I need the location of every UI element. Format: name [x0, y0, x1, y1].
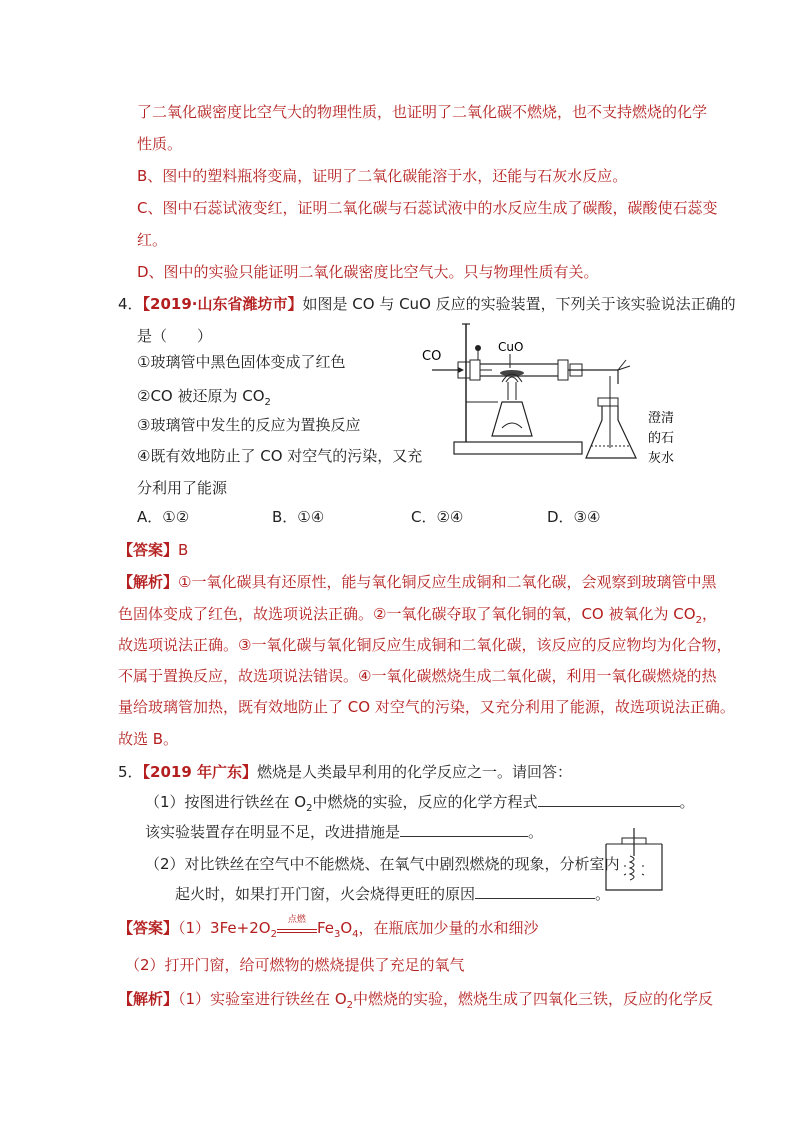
q4-stem-1: 如图是 CO 与 CuO 反应的实验装置，下列关于该实验说法正确的 — [302, 295, 736, 313]
q5-part-1-sub: 2 — [306, 803, 313, 814]
q5-answer-o: O — [340, 919, 353, 937]
q5-part-1b-text: 该实验装置存在明显不足，改进措施是 — [145, 823, 401, 841]
figure-cuo-label: CuO — [498, 340, 524, 354]
q4-analysis-1a: ①一氧化碳具有还原性， — [178, 573, 342, 591]
q5-number: 5． — [118, 763, 143, 781]
q4-statement-2 — [137, 386, 271, 406]
q5-reaction-condition — [277, 915, 317, 933]
prev-option-c-2: 红。 — [137, 231, 168, 249]
q4-analysis-2-end: ， — [701, 605, 717, 623]
q4-analysis-2: 色固体变成了红色，故选项说法正确。②一氧化碳夺取了氧化铜的氧，CO 被氧化为 CO — [118, 605, 696, 623]
q5-analysis-tag: 【解析】 — [118, 990, 179, 1008]
q5-reason-blank[interactable] — [475, 884, 595, 899]
q5-answer-tag: 【答案】 — [118, 919, 179, 937]
iron-wire-bottle-figure — [604, 826, 664, 892]
q4-answer — [118, 540, 188, 560]
q5-equation-blank[interactable] — [538, 792, 680, 807]
q5-stem-text: 燃烧是人类最早利用的化学反应之一。请回答： — [257, 763, 573, 781]
q5-part-2b-end: 。 — [595, 885, 611, 903]
q4-statement-3: ③玻璃管中发生的反应为置换反应 — [137, 416, 361, 434]
q5-answer-sub-3: 4 — [352, 929, 359, 940]
prev-line-1: 了二氧化碳密度比空气大的物理性质，也证明了二氧化碳不燃烧，也不支持燃烧的化学 — [137, 103, 708, 121]
q5-analysis-post: 中燃烧的实验，燃烧生成了四氧化三铁，反应的化学反 — [353, 990, 714, 1008]
figure-co-label: CO — [422, 349, 442, 364]
q4-analysis-line-1 — [118, 572, 716, 592]
figure-lime-label-2: 的石 — [648, 431, 675, 446]
q5-part-2b-text: 起火时，如果打开门窗，火会烧得更旺的原因 — [175, 885, 476, 903]
q4-analysis-2-sub: 2 — [695, 615, 702, 626]
q5-part-1-post: 中燃烧的实验，反应的化学方程式 — [312, 793, 538, 811]
q4-analysis-line-6: 故选 B。 — [118, 730, 179, 748]
q5-answer-1-post: ，在瓶底加少量的水和细沙 — [358, 919, 539, 937]
prev-line-2: 性质。 — [137, 135, 183, 153]
q5-analysis-sub: 2 — [346, 1000, 354, 1011]
q5-source: 【2019 年广东】 — [142, 763, 258, 781]
q4-option-a: A．①② — [137, 508, 190, 526]
q4-statement-4b: 分利用了能源 — [137, 479, 228, 497]
q5-part-2a: （2）对比铁丝在空气中不能燃烧、在氧气中剧烈燃烧的现象，分析室内 — [145, 855, 620, 873]
q4-statement-2-text: ②CO 被还原为 CO — [137, 387, 265, 405]
q4-statement-4a: ④既有效地防止了 CO 对空气的污染，又充 — [137, 447, 423, 465]
q5-stem — [118, 762, 572, 782]
q4-option-d: D．③④ — [547, 508, 601, 526]
q5-part-2b — [175, 884, 610, 904]
q4-analysis-line-2 — [118, 604, 717, 624]
q4-statement-2-sub: 2 — [264, 397, 271, 408]
q5-part-1-pre: （1）按图进行铁丝在 O — [145, 793, 307, 811]
q4-statement-1: ①玻璃管中黑色固体变成了红色 — [137, 353, 346, 371]
q4-answer-value: B — [178, 541, 189, 559]
q4-answer-tag: 【答案】 — [118, 541, 179, 559]
q5-condition-text: 点燃 — [287, 915, 306, 925]
q5-answer-sub-1: 2 — [270, 929, 277, 940]
q5-answer-1-pre: （1）3Fe+2O — [178, 919, 271, 937]
q4-analysis-1b: 能与氧化铜反应生成铜和二氧化碳，会观察到玻璃管中黑 — [341, 573, 717, 591]
q4-analysis-line-5: 量给玻璃管加热，既有效地防止了 CO 对空气的污染，又充分利用了能源，故选项说法正确。 — [118, 698, 735, 716]
q5-answer-line-2: （2）打开门窗，给可燃物的燃烧提供了充足的氧气 — [125, 956, 465, 974]
q4-stem-line-2: 是（ ） — [137, 327, 213, 345]
q5-part-1b-end: 。 — [528, 823, 544, 841]
q4-option-c: C．②④ — [411, 508, 464, 526]
q4-source: 【2019·山东省潍坊市】 — [142, 295, 303, 313]
q4-analysis-tag: 【解析】 — [118, 573, 179, 591]
q5-answer-sub-2: 3 — [333, 929, 341, 940]
figure-lime-label-1: 澄清 — [648, 411, 675, 426]
q5-part-1-end: 。 — [679, 793, 695, 811]
q4-number: 4． — [118, 295, 143, 313]
q5-answer-line-1 — [118, 915, 539, 940]
prev-option-b: B、图中的塑料瓶将变扁，证明了二氧化碳能溶于水，还能与石灰水反应。 — [137, 167, 628, 185]
prev-option-c-1: C、图中石蕊试液变红，证明二氧化碳与石蕊试液中的水反应生成了碳酸，碳酸使石蕊变 — [137, 199, 718, 217]
q5-part-1 — [145, 792, 695, 812]
q4-analysis-line-4: 不属于置换反应，故选项说法错误。④一氧化碳燃烧生成二氧化碳，利用一氧化碳燃烧的热 — [118, 667, 717, 685]
q5-part-1b — [145, 822, 543, 842]
q5-analysis-pre: （1）实验室进行铁丝在 O — [178, 990, 347, 1008]
figure-lime-label-3: 灰水 — [648, 451, 675, 466]
q5-analysis-line-1 — [118, 989, 713, 1009]
prev-option-d: D、图中的实验只能证明二氧化碳密度比空气大。只与物理性质有关。 — [137, 263, 599, 281]
co-cuo-apparatus-figure — [418, 318, 690, 470]
q5-answer-fe: Fe — [316, 919, 334, 937]
q5-improvement-blank[interactable] — [400, 822, 528, 837]
q4-option-b: B．①④ — [272, 508, 325, 526]
q4-stem-line-1 — [118, 294, 736, 314]
q4-analysis-line-3: 故选项说法正确。③一氧化碳与氧化铜反应生成铜和二氧化碳，该反应的反应物均为化合物， — [118, 636, 732, 654]
